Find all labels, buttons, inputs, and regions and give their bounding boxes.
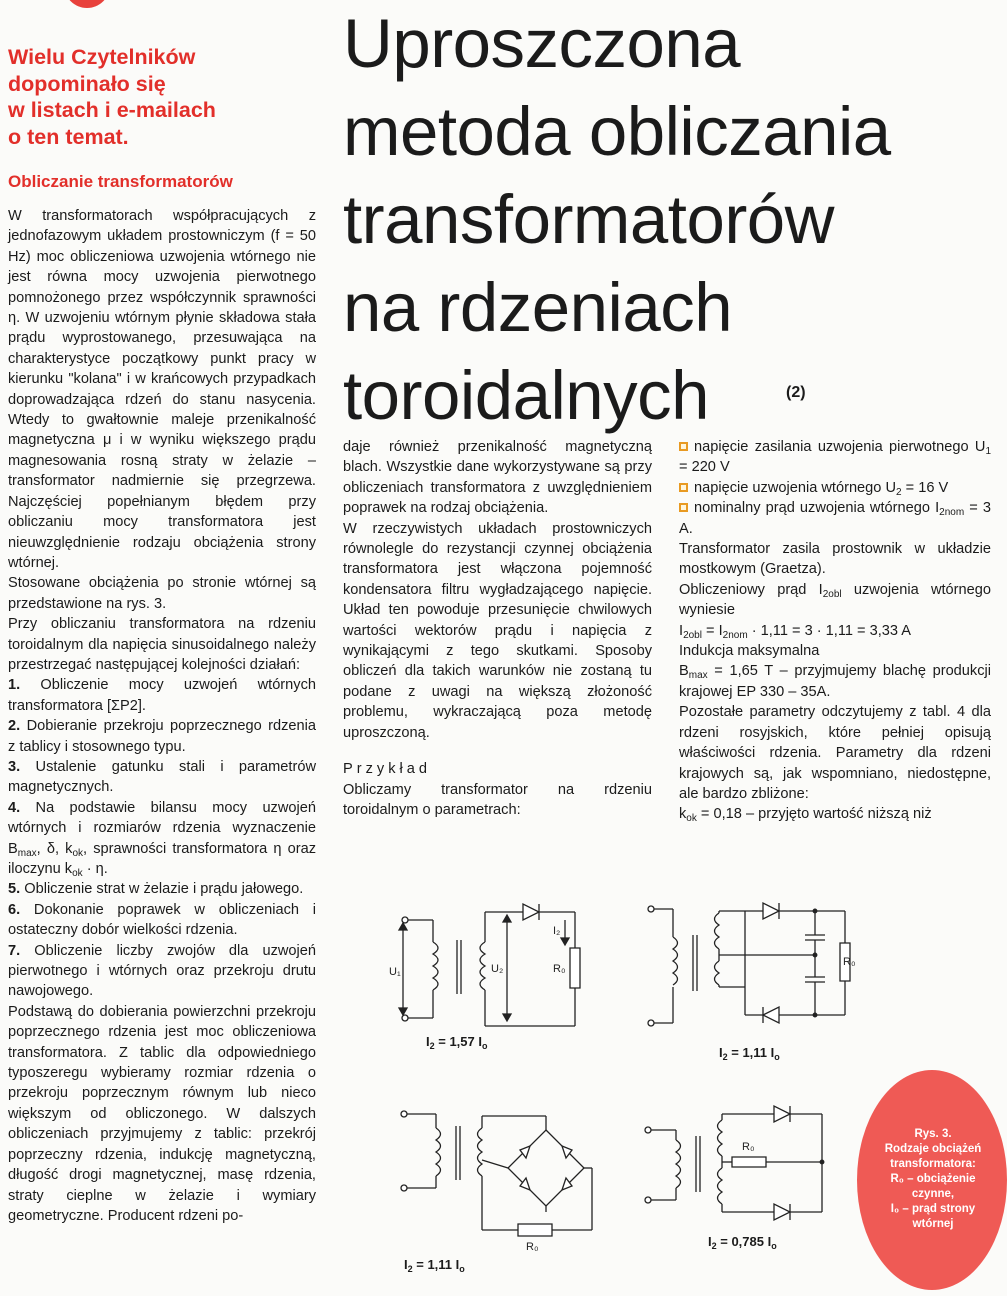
paragraph: $B_{max} = 1,65$ T – przyjmujemy blachę produkcji krajowej EP 330 – 35A. — [679, 663, 991, 700]
right-column — [679, 437, 991, 825]
diagram-caption: $I_2 = 1,57$ $I_o$ — [426, 1034, 488, 1051]
diagram-caption: $I_2 = 0,785$ $I_o$ — [708, 1234, 777, 1251]
step-1: 1. Obliczenie mocy uzwojeń wtórnych transformatora [ΣP2]. — [8, 677, 316, 714]
example-heading: Przykład — [343, 761, 431, 778]
param-bullet: nominalny prąd uzwojenia wtórnego $I_{2nom} = 3$ A. — [679, 500, 991, 537]
svg-text:I₂: I₂ — [553, 925, 561, 937]
paragraph: W transformatorach współpracujących z jednofazowym układem prostowniczym (f = 50 Hz) moc obliczeniowa uzwojenia wtórnego nie jest równa mocy uzwojenia pierwotnego pomnożonego przez współczynnik sprawności η. W uzwojeniu wtórnym płynie składowa stała prądu wyprostowanego, przesuwająca na charakterystyce początkowy punkt pracy w kierunku "kolana" i w krańcowych przypadkach doprowadzająca rdzeń do stanu nasycenia. Wtedy to gwałtownie maleje przenikalność magnetyczna μ i w wyniku większego prądu magnesowania rosną straty w żelazie – transformator nadmiernie się przegrzewa. Najczęściej popełnianym błędem przy obliczaniu mocy transformatora jest nieuwzględnienie rodzaju obciążenia strony wtórnej. — [8, 208, 316, 571]
paragraph: Transformator zasila prostownik w układzie mostkowym (Graetza). — [679, 541, 991, 578]
svg-text:R₀: R₀ — [553, 963, 566, 975]
svg-text:R₀: R₀ — [742, 1141, 755, 1153]
diagram-caption: $I_2 = 1,11$ $I_o$ — [719, 1045, 780, 1062]
param-bullet: napięcie uzwojenia wtórnego $U_2 = 16$ V — [679, 478, 991, 498]
step-6: 6. Dokonanie poprawek w obliczeniach i ostateczny dobór wielkości rdzenia. — [8, 901, 316, 939]
svg-text:U₂: U₂ — [491, 963, 504, 975]
circuit-diagram-centertap — [640, 1100, 835, 1230]
left-column — [8, 44, 316, 1226]
step-5: 5. Obliczenie strat w żelazie i prądu jałowego. — [8, 881, 304, 898]
paragraph: Pozostałe parametry odczytujemy z tabl. 4 dla rdzeni rosyjskich, które pełniej opisują właściwości rdzenia. Parametry dla rdzeni krajowych są, jak wspomniano, niedostępne, ale bardzo zbliżone: — [679, 704, 991, 802]
paragraph: Obliczamy transformator na rdzeniu toroidalnym o parametrach: — [343, 781, 652, 818]
section-title: Obliczanie transformatorów — [8, 172, 233, 191]
step-4: 4. Na podstawie bilansu mocy uzwojeń wtórnych i rozmiarów rdzenia wyznaczenie $B_{max}$, δ, $k_{ok}$, sprawności transformatora η oraz iloczynu $k_{ok} \cdot \eta$. — [8, 799, 317, 879]
paragraph: Indukcja maksymalna — [679, 643, 820, 660]
step-3: 3. Ustalenie gatunku stali i parametrów magnetycznych. — [8, 758, 316, 796]
param-bullet: napięcie zasilania uzwojenia pierwotnego $U_1 = 220$ V — [679, 439, 991, 476]
bullet-icon — [679, 483, 688, 492]
paragraph: Obliczeniowy prąd $I_{2obl}$ uzwojenia wtórnego wyniesie — [679, 581, 991, 619]
figure-caption: Rys. 3. Rodzaje obciążeń transformatora: R₀ – obciążenie czynne, I₀ – prąd strony wtórnej — [884, 1128, 982, 1230]
svg-text:R₀: R₀ — [526, 1241, 539, 1253]
middle-column — [343, 437, 652, 820]
paragraph: Przy obliczaniu transformatora na rdzeniu toroidalnym dla napięcia sinusoidalnego należy przestrzegać następującej kolejności działań: — [8, 616, 316, 673]
diagram-caption: $I_2 = 1,11$ $I_o$ — [404, 1257, 465, 1274]
step-7: 7. Obliczenie liczby zwojów dla uzwojeń pierwotnego i wtórnych oraz przekroju drutu nawojowego. — [8, 942, 317, 1000]
paragraph: Podstawą do dobierania powierzchni przekroju poprzecznego rdzenia jest moc obliczeniowa transformatora. Z tablic dla odpowiedniego typoszeregu wybieramy rozmiar rdzenia o przekroju poprzecznym równym lub nieco większym od obliczonego. W dalszych obliczeniach przyjmujemy z tablic: przekrój poprzeczny rdzenia, indukcję magnetyczną, długość drogi magnetycznej, masę rdzenia, straty cieplne w żelazie i wymiary geometryczne. Producent rdzeni po- — [8, 1003, 316, 1224]
lead-text: Wielu Czytelników dopominało się w listach i e-mailach o ten temat. — [8, 45, 216, 149]
formula: $I_{2obl} = I_{2nom} \cdot 1,11 = 3 \cdot 1,11 = 3,33$ A — [679, 622, 912, 641]
step-2: 2. Dobieranie przekroju poprzecznego rdzenia z tablicy i stosownego typu. — [8, 718, 316, 755]
paragraph: W rzeczywistych układach prostowniczych równolegle do rezystancji czynnej obciążenia transformatora jest włączona pojemność kondensatora filtru wygładzającego napięcie. Układ ten powoduje przesunięcie chwilowych wartości wektorów prądu i napięcia z wynikającymi z tego skutkami. Sposoby obliczeń dla takich warunków nie zostaną tu podane z uwagi na większą złożoność problemu, wykraczającą poza metodę uproszczoną. — [343, 520, 652, 741]
bullet-icon — [679, 503, 688, 512]
svg-text:R₀: R₀ — [843, 956, 856, 968]
bullet-icon — [679, 442, 688, 451]
article-title: Uproszczona metoda obliczania transformatorów na rdzeniach toroidalnych — [343, 5, 891, 434]
circuit-diagram-fullwave-capacitor — [645, 895, 865, 1035]
left-body — [8, 206, 316, 1226]
paragraph: $k_{ok} = 0,18$ – przyjęto wartość niższą niż — [679, 806, 932, 825]
paragraph: Stosowane obciążenia po stronie wtórnej są przedstawione na rys. 3. — [8, 575, 316, 612]
red-corner-decoration — [64, 0, 110, 8]
circuit-diagram-bridge — [396, 1100, 596, 1253]
circuit-diagram-halfwave — [389, 890, 590, 1030]
paragraph: daje również przenikalność magnetyczną blach. Wszystkie dane wykorzystywane są przy obliczeniach transformatora z uwzględnieniem poprawek na rodzaj obciążenia. — [343, 439, 652, 517]
title-part-number: (2) — [786, 384, 806, 401]
svg-text:U₁: U₁ — [389, 966, 401, 978]
